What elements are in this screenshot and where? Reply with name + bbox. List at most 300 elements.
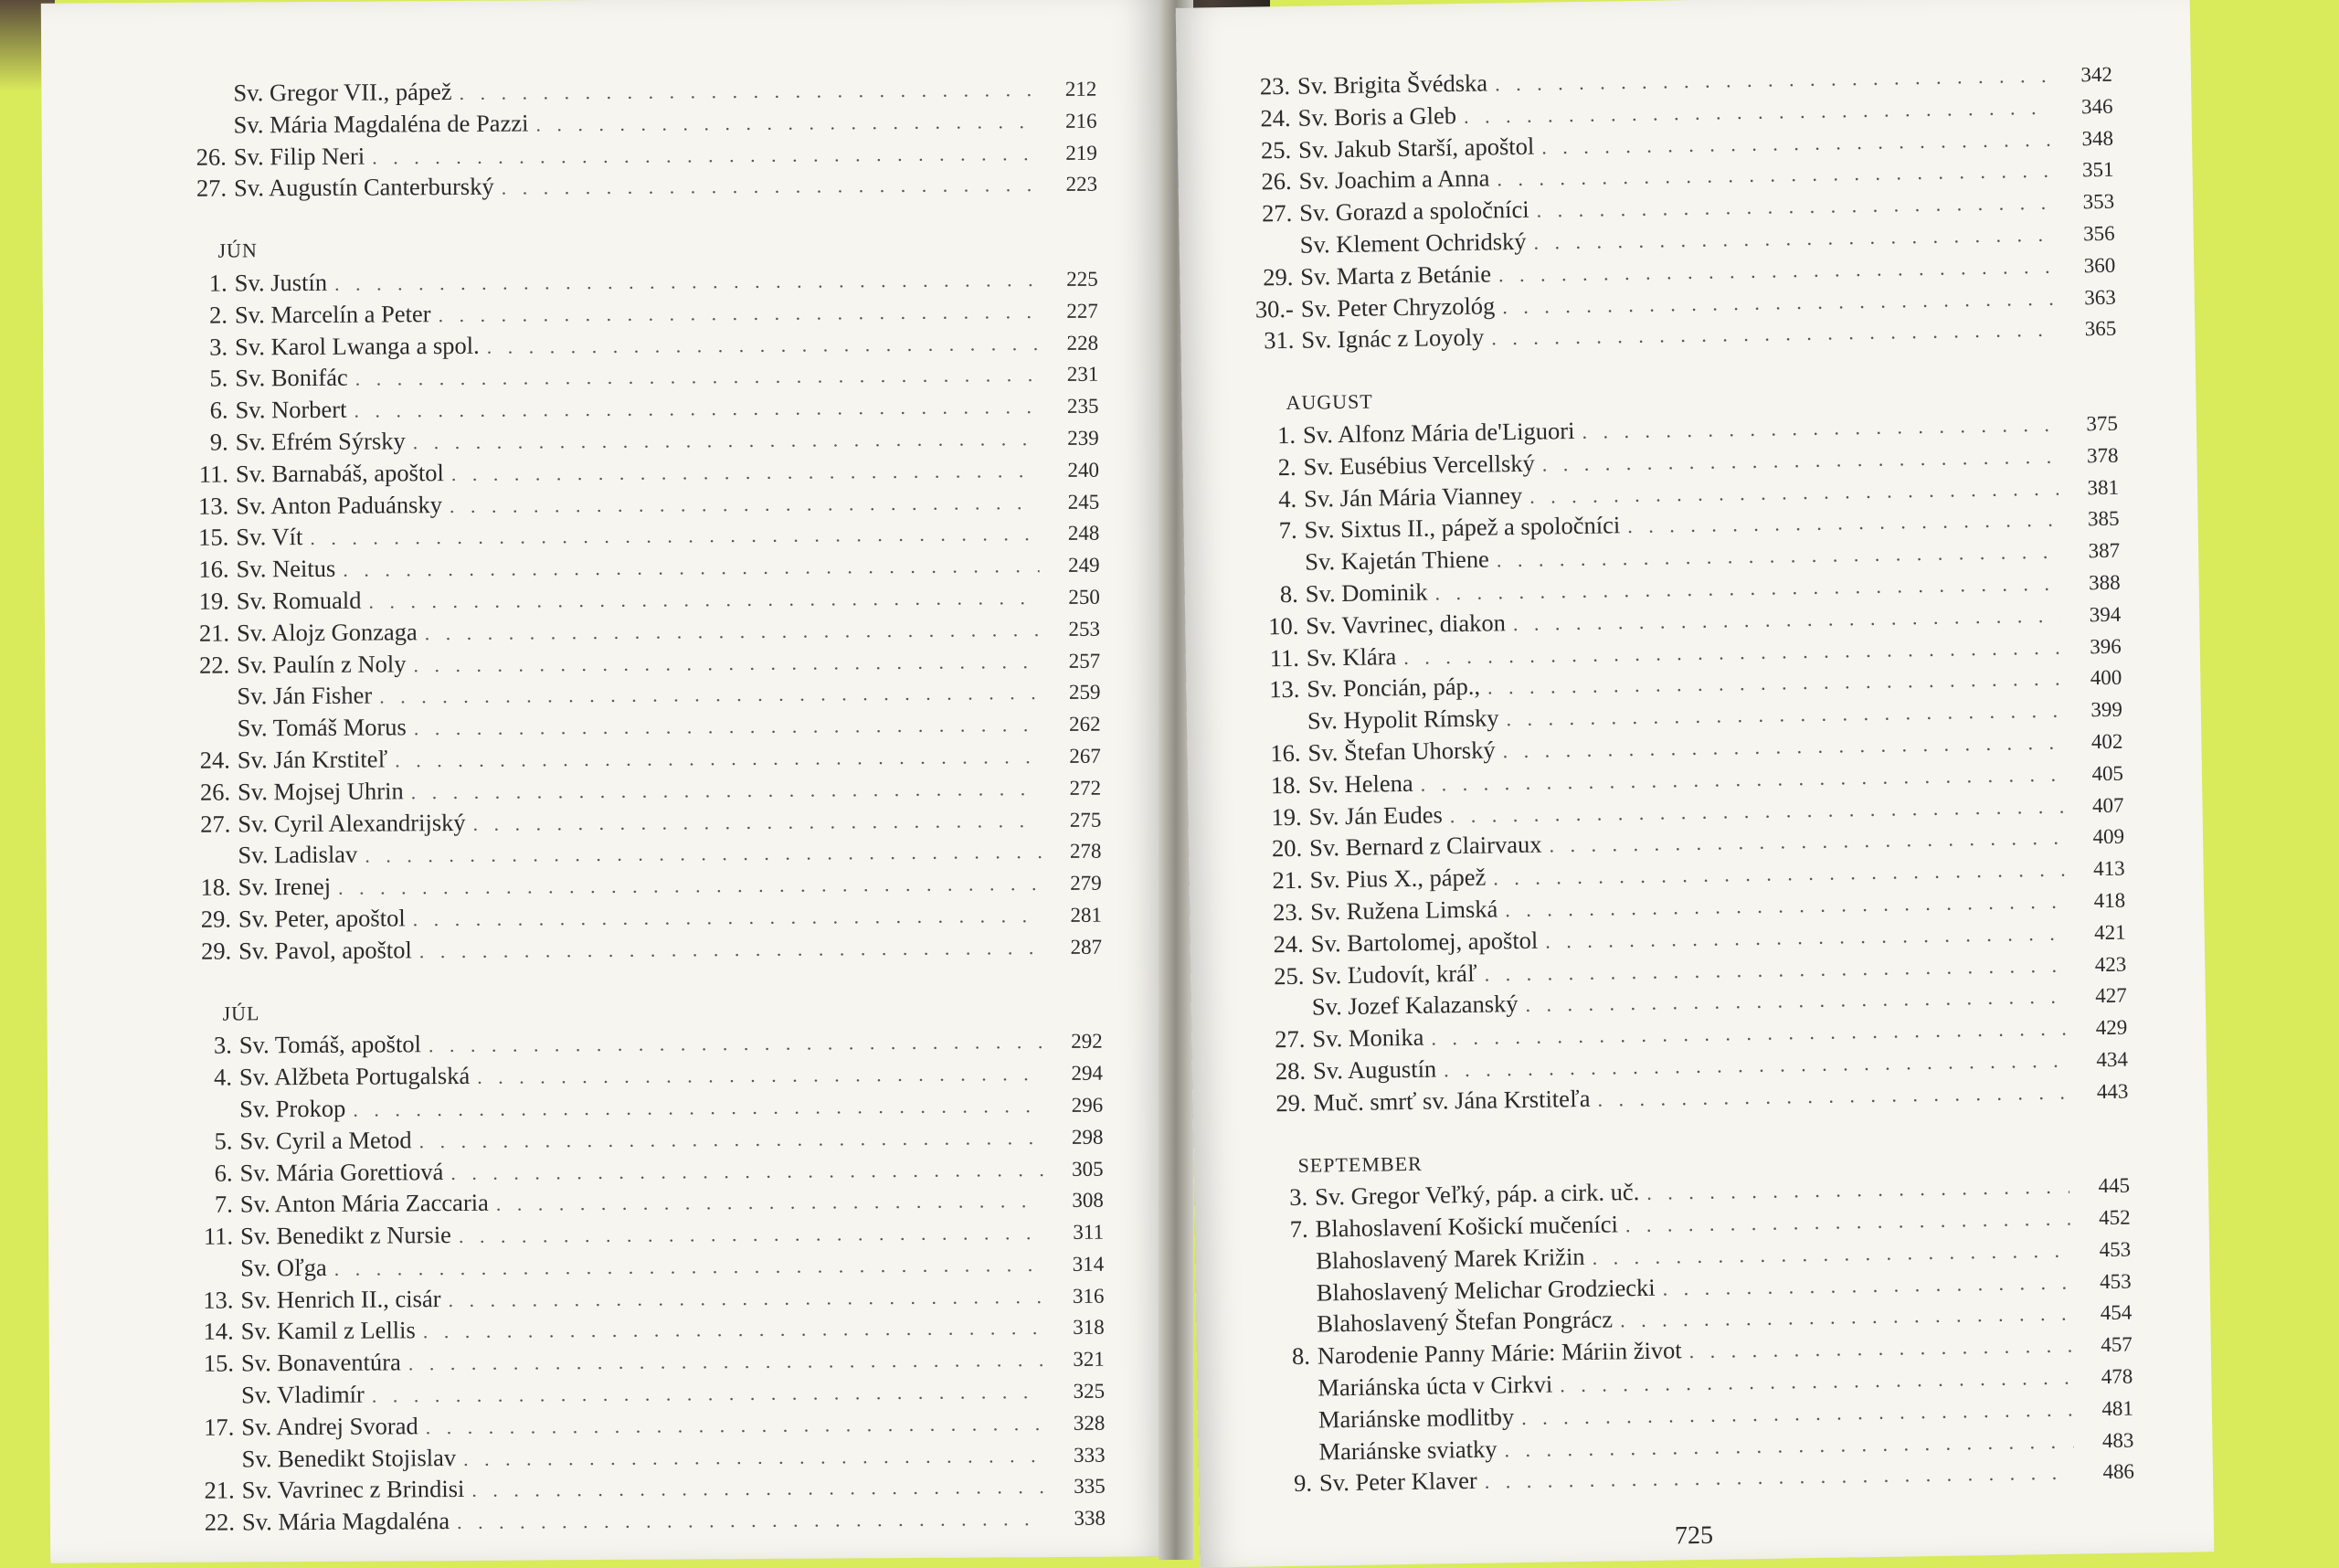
dot-leader bbox=[425, 614, 1040, 650]
page-ref: 231 bbox=[1045, 359, 1098, 391]
page-ref: 287 bbox=[1049, 931, 1102, 963]
feast-day-number: 23. bbox=[1246, 896, 1311, 929]
page-ref: 228 bbox=[1045, 327, 1098, 359]
page-ref: 353 bbox=[2061, 186, 2115, 219]
toc-entry bbox=[174, 802, 1101, 840]
feast-day-number: 5. bbox=[175, 1125, 239, 1157]
dot-leader bbox=[334, 1249, 1044, 1286]
page-ref: 259 bbox=[1047, 677, 1100, 709]
saint-name: Sv. Bonifác bbox=[235, 362, 348, 395]
saint-name: Sv. Marta z Betánie bbox=[1300, 258, 1491, 292]
page-ref: 388 bbox=[2067, 567, 2121, 600]
feast-day-number: 13. bbox=[172, 490, 236, 522]
feast-day-number: 26. bbox=[174, 776, 238, 808]
dot-leader bbox=[487, 328, 1039, 363]
page-ref: 240 bbox=[1046, 454, 1099, 486]
feast-day-number: 3. bbox=[171, 331, 235, 363]
page-ref: 318 bbox=[1052, 1312, 1105, 1344]
dot-leader bbox=[459, 1217, 1043, 1253]
saint-name: Narodenie Panny Márie: Máriin život bbox=[1318, 1335, 1682, 1372]
saint-name: Sv. Ján Fisher bbox=[237, 680, 372, 713]
dot-leader bbox=[472, 805, 1041, 841]
page-ref: 348 bbox=[2060, 122, 2114, 155]
dot-leader bbox=[419, 932, 1042, 968]
feast-day-number: 17. bbox=[177, 1411, 241, 1443]
dot-leader bbox=[395, 741, 1041, 777]
feast-day-number bbox=[1255, 1459, 1319, 1460]
feast-day-number: 11. bbox=[1243, 641, 1307, 674]
right-page bbox=[1176, 0, 2215, 1568]
toc-section bbox=[1233, 58, 2117, 357]
feast-day-number: 28. bbox=[1249, 1055, 1314, 1088]
page-ref: 481 bbox=[2080, 1393, 2134, 1425]
saint-name: Blahoslavený Štefan Pongrácz bbox=[1317, 1304, 1613, 1340]
dot-leader bbox=[379, 677, 1040, 713]
dot-leader bbox=[459, 74, 1036, 110]
toc-entry bbox=[170, 167, 1097, 205]
saint-name: Sv. Vavrinec z Brindisi bbox=[242, 1473, 465, 1506]
page-ref: 328 bbox=[1052, 1408, 1105, 1440]
feast-day-number bbox=[1236, 253, 1300, 254]
month-heading: JÚL bbox=[175, 992, 1102, 1030]
page-ref: 267 bbox=[1048, 741, 1101, 773]
page-ref: 385 bbox=[2066, 503, 2120, 536]
saint-name: Sv. Alžbeta Portugalská bbox=[239, 1060, 470, 1093]
page-ref: 483 bbox=[2080, 1425, 2134, 1457]
saint-name: Sv. Bernard z Clairvaux bbox=[1309, 829, 1542, 864]
page-ref: 452 bbox=[2077, 1202, 2131, 1235]
page-ref: 402 bbox=[2069, 726, 2123, 759]
toc-entry bbox=[175, 866, 1102, 904]
page-ref: 248 bbox=[1046, 518, 1099, 550]
toc-entry bbox=[177, 1310, 1105, 1348]
saint-name: Sv. Klára bbox=[1307, 641, 1397, 673]
page-ref: 338 bbox=[1053, 1503, 1106, 1535]
feast-day-number: 19. bbox=[1244, 800, 1309, 833]
feast-day-number: 27. bbox=[170, 173, 234, 205]
saint-name: Sv. Poncián, páp., bbox=[1307, 671, 1480, 705]
saint-name: Sv. Gregor Veľký, páp. a cirk. uč. bbox=[1315, 1176, 1640, 1213]
toc-entry bbox=[175, 1056, 1103, 1094]
saint-name: Sv. Barnabáš, apoštol bbox=[236, 457, 444, 490]
saint-name: Sv. Henrich II., cisár bbox=[240, 1283, 440, 1316]
toc-entry bbox=[171, 325, 1098, 363]
page-ref: 250 bbox=[1047, 582, 1100, 614]
saint-name: Mariánska úcta v Cirkvi bbox=[1318, 1369, 1552, 1404]
feast-day-number: 24. bbox=[174, 744, 238, 776]
saint-name: Sv. Cyril a Metod bbox=[239, 1124, 411, 1157]
dot-leader bbox=[429, 1026, 1042, 1062]
toc-section bbox=[1250, 1137, 2134, 1500]
saint-name: Sv. Kajetán Thiene bbox=[1305, 544, 1489, 578]
page-ref: 278 bbox=[1048, 836, 1101, 868]
dot-leader bbox=[411, 773, 1042, 809]
feast-day-number: 27. bbox=[174, 808, 238, 840]
page-ref: 308 bbox=[1051, 1185, 1104, 1217]
dot-leader bbox=[414, 709, 1041, 745]
feast-day-number: 26. bbox=[170, 141, 234, 173]
saint-name: Sv. Ján Mária Vianney bbox=[1304, 479, 1523, 514]
saint-name: Sv. Eusébius Vercellský bbox=[1303, 447, 1535, 482]
feast-day-number: 8. bbox=[1241, 578, 1306, 611]
page-ref: 365 bbox=[2063, 313, 2117, 346]
saint-name: Sv. Pavol, apoštol bbox=[238, 934, 412, 967]
saint-name: Mariánske sviatky bbox=[1318, 1433, 1498, 1467]
feast-day-number: 22. bbox=[178, 1507, 242, 1539]
toc-entry bbox=[178, 1469, 1106, 1507]
dot-leader bbox=[438, 296, 1038, 332]
feast-day-number: 23. bbox=[1233, 70, 1298, 103]
feast-day-number: 21. bbox=[173, 617, 237, 649]
saint-name: Sv. Augustín Canterburský bbox=[234, 171, 494, 205]
page-ref: 325 bbox=[1052, 1376, 1105, 1408]
saint-name: Sv. Vít bbox=[236, 521, 302, 553]
dot-leader bbox=[471, 1472, 1045, 1508]
feast-day-number bbox=[1254, 1396, 1318, 1397]
page-ref: 253 bbox=[1047, 613, 1100, 645]
saint-name: Sv. Irenej bbox=[238, 871, 332, 903]
saint-name: Sv. Ignác z Loyoly bbox=[1301, 322, 1484, 356]
page-ref: 281 bbox=[1049, 900, 1102, 932]
feast-day-number: 29. bbox=[1249, 1086, 1314, 1119]
feast-day-number: 9. bbox=[1255, 1467, 1320, 1500]
dot-leader bbox=[426, 1408, 1045, 1444]
page-ref: 429 bbox=[2074, 1012, 2128, 1045]
feast-day-number bbox=[1252, 1268, 1316, 1269]
dot-leader bbox=[535, 106, 1036, 141]
saint-name: Sv. Vladimír bbox=[241, 1379, 365, 1412]
saint-name: Sv. Neitus bbox=[236, 553, 335, 585]
feast-day-number: 18. bbox=[1244, 768, 1309, 801]
page-ref: 409 bbox=[2071, 821, 2125, 854]
saint-name: Sv. Anton Paduánsky bbox=[236, 489, 442, 522]
toc-section bbox=[1238, 375, 2128, 1119]
page-ref: 279 bbox=[1049, 868, 1102, 900]
page-ref: 486 bbox=[2081, 1457, 2135, 1489]
saint-name: Sv. Anton Mária Zaccaria bbox=[240, 1187, 489, 1220]
toc-entry bbox=[172, 484, 1099, 522]
saint-name: Sv. Benedikt Stojislav bbox=[241, 1442, 456, 1475]
page-ref: 396 bbox=[2068, 630, 2122, 663]
page-ref: 321 bbox=[1052, 1344, 1105, 1376]
page-ref: 216 bbox=[1044, 105, 1097, 137]
dot-leader bbox=[408, 1344, 1044, 1380]
saint-name: Sv. Vavrinec, diakon bbox=[1306, 607, 1506, 641]
page-ref: 363 bbox=[2063, 281, 2117, 314]
feast-day-number: 21. bbox=[178, 1475, 242, 1507]
page-ref: 360 bbox=[2062, 249, 2116, 282]
dot-leader bbox=[451, 455, 1039, 491]
saint-name: Sv. Štefan Uhorský bbox=[1307, 734, 1496, 768]
toc-entry bbox=[177, 1406, 1105, 1444]
page-ref: 478 bbox=[2080, 1361, 2133, 1394]
feast-day-number: 6. bbox=[171, 395, 235, 427]
dot-leader bbox=[353, 1090, 1042, 1126]
dot-leader bbox=[496, 1185, 1043, 1220]
dot-leader bbox=[413, 423, 1039, 459]
saint-name: Sv. Boris a Gleb bbox=[1297, 100, 1456, 134]
saint-name: Sv. Klement Ochridský bbox=[1299, 226, 1526, 261]
page-ref: 314 bbox=[1051, 1249, 1104, 1281]
saint-name: Sv. Hypolit Rímsky bbox=[1307, 703, 1499, 737]
saint-name: Sv. Gorazd a spoločníci bbox=[1299, 194, 1529, 229]
page-ref: 219 bbox=[1044, 137, 1097, 169]
page-ref: 275 bbox=[1048, 804, 1101, 836]
toc-entry bbox=[173, 611, 1100, 649]
page-ref: 346 bbox=[2059, 91, 2113, 124]
dot-leader bbox=[354, 391, 1038, 427]
feast-day-number: 2. bbox=[1239, 450, 1304, 483]
month-heading: AUGUST bbox=[1238, 375, 2117, 420]
page-ref: 212 bbox=[1043, 74, 1096, 106]
saint-name: Sv. Mojsej Uhrin bbox=[238, 775, 404, 808]
feast-day-number: 22. bbox=[173, 649, 237, 681]
saint-name: Sv. Norbert bbox=[235, 394, 346, 427]
feast-day-number bbox=[1253, 1300, 1317, 1301]
page-ref: 399 bbox=[2069, 694, 2123, 727]
dot-leader bbox=[502, 169, 1038, 204]
feast-day-number bbox=[1254, 1427, 1318, 1428]
feast-day-number: 25. bbox=[1234, 133, 1299, 166]
feast-day-number: 13. bbox=[1243, 673, 1307, 706]
dot-leader bbox=[413, 900, 1042, 936]
page-ref: 311 bbox=[1051, 1217, 1104, 1249]
dot-leader bbox=[1597, 1076, 2068, 1116]
dot-leader bbox=[477, 1058, 1042, 1094]
page-ref: 443 bbox=[2075, 1075, 2129, 1108]
feast-day-number: 16. bbox=[1244, 737, 1308, 770]
feast-day-number: 27. bbox=[1235, 197, 1300, 230]
feast-day-number: 7. bbox=[1240, 514, 1305, 547]
page-ref: 381 bbox=[2066, 471, 2120, 504]
page-ref: 434 bbox=[2075, 1044, 2129, 1077]
feast-day-number: 7. bbox=[1251, 1213, 1316, 1246]
page-ref: 294 bbox=[1050, 1058, 1103, 1090]
page-ref: 387 bbox=[2067, 535, 2121, 568]
toc-entry bbox=[172, 516, 1099, 554]
page-ref: 454 bbox=[2079, 1298, 2133, 1330]
page-ref: 292 bbox=[1050, 1026, 1103, 1058]
toc-entry bbox=[178, 1501, 1106, 1539]
saint-name: Sv. Ján Krstiteľ bbox=[238, 743, 388, 776]
toc-entry bbox=[171, 262, 1098, 300]
toc-entry bbox=[175, 929, 1102, 967]
feast-day-number: 18. bbox=[175, 872, 238, 904]
dot-leader bbox=[343, 550, 1039, 586]
toc-section bbox=[170, 230, 1102, 968]
toc-entry bbox=[169, 72, 1096, 110]
page-ref: 316 bbox=[1051, 1280, 1104, 1312]
feast-day-number bbox=[1241, 570, 1305, 571]
saint-name: Sv. Paulín z Noly bbox=[237, 648, 406, 681]
toc-entry bbox=[176, 1247, 1104, 1285]
toc-entry bbox=[173, 643, 1100, 681]
feast-day-number: 25. bbox=[1247, 959, 1312, 992]
dot-leader bbox=[423, 1313, 1044, 1349]
page-ref: 225 bbox=[1045, 264, 1098, 296]
dot-leader bbox=[338, 868, 1042, 904]
page-ref: 356 bbox=[2061, 218, 2115, 251]
saint-name: Sv. Mária Gorettiová bbox=[240, 1156, 444, 1189]
saint-name: Sv. Cyril Alexandrijský bbox=[238, 806, 466, 839]
saint-name: Sv. Mária Magdaléna bbox=[242, 1505, 450, 1538]
page-ref: 305 bbox=[1051, 1153, 1104, 1185]
feast-day-number: 11. bbox=[172, 458, 236, 490]
saint-name: Sv. Alfonz Mária de'Liguori bbox=[1303, 415, 1575, 450]
toc-entry bbox=[177, 1437, 1105, 1475]
left-toc-column bbox=[169, 72, 1106, 1539]
saint-name: Sv. Peter, apoštol bbox=[238, 902, 406, 935]
page-ref: 413 bbox=[2071, 853, 2125, 886]
feast-day-number: 6. bbox=[176, 1157, 240, 1189]
feast-day-number: 14. bbox=[177, 1316, 241, 1348]
page-ref: 418 bbox=[2072, 885, 2126, 918]
page-ref: 453 bbox=[2078, 1234, 2132, 1266]
feast-day-number: 30.- bbox=[1237, 292, 1302, 325]
toc-entry bbox=[175, 1088, 1103, 1126]
feast-day-number: 5. bbox=[171, 363, 235, 395]
saint-name: Sv. Ľudovít, kráľ bbox=[1311, 957, 1477, 991]
page-ref: 272 bbox=[1048, 772, 1101, 804]
dot-leader bbox=[355, 359, 1039, 395]
feast-day-number: 15. bbox=[177, 1348, 241, 1380]
feast-day-number: 4. bbox=[1240, 482, 1305, 515]
saint-name: Sv. Andrej Svorad bbox=[241, 1410, 418, 1443]
feast-day-number: 29. bbox=[175, 935, 238, 967]
toc-entry bbox=[172, 452, 1099, 490]
saint-name: Sv. Efrém Sýrsky bbox=[236, 425, 406, 458]
page-ref: 335 bbox=[1053, 1471, 1106, 1503]
feast-day-number: 1. bbox=[1239, 419, 1304, 452]
saint-name: Sv. Kamil z Lellis bbox=[241, 1315, 416, 1348]
page-ref: 378 bbox=[2065, 440, 2119, 472]
feast-day-number: 8. bbox=[1254, 1340, 1318, 1373]
toc-section bbox=[175, 992, 1106, 1539]
feast-day-number bbox=[1253, 1332, 1317, 1333]
saint-name: Sv. Tomáš Morus bbox=[238, 711, 407, 744]
toc-section bbox=[169, 72, 1097, 205]
dot-leader bbox=[372, 138, 1037, 174]
page-ref: 427 bbox=[2074, 980, 2128, 1013]
feast-day-number bbox=[1244, 729, 1307, 730]
toc-entry bbox=[173, 675, 1100, 713]
page-ref: 257 bbox=[1047, 645, 1100, 677]
saint-name: Sv. Karol Lwanga a spol. bbox=[235, 329, 480, 362]
saint-name: Sv. Mária Magdaléna de Pazzi bbox=[234, 107, 529, 141]
dot-leader bbox=[419, 1122, 1043, 1158]
saint-name: Blahoslavený Melichar Grodziecki bbox=[1316, 1271, 1655, 1308]
saint-name: Sv. Romuald bbox=[237, 585, 362, 618]
toc-entry bbox=[176, 1278, 1104, 1316]
dot-leader bbox=[365, 836, 1041, 872]
feast-day-number: 16. bbox=[172, 554, 236, 586]
toc-entry bbox=[170, 135, 1097, 173]
toc-entry bbox=[171, 293, 1098, 331]
feast-day-number: 10. bbox=[1242, 609, 1307, 642]
page-ref: 227 bbox=[1045, 295, 1098, 327]
saint-name: Sv. Joachim a Anna bbox=[1298, 163, 1489, 197]
toc-entry bbox=[175, 1024, 1103, 1062]
page-ref: 407 bbox=[2070, 789, 2124, 822]
dot-leader bbox=[368, 582, 1040, 618]
right-toc-column bbox=[1233, 58, 2134, 1500]
feast-day-number: 29. bbox=[1236, 260, 1301, 293]
saint-name: Sv. Benedikt z Nursie bbox=[240, 1219, 451, 1252]
feast-day-number: 15. bbox=[172, 522, 236, 554]
feast-day-number: 24. bbox=[1233, 102, 1298, 135]
page-ref: 445 bbox=[2077, 1171, 2131, 1203]
toc-entry bbox=[171, 357, 1098, 395]
saint-name: Sv. Tomáš, apoštol bbox=[239, 1029, 421, 1062]
saint-name: Sv. Marcelín a Peter bbox=[235, 298, 431, 331]
saint-name: Sv. Oľga bbox=[240, 1252, 327, 1284]
toc-entry bbox=[174, 739, 1101, 777]
page-ref: 405 bbox=[2070, 758, 2124, 790]
feast-day-number: 1. bbox=[171, 267, 235, 299]
feast-day-number: 21. bbox=[1245, 864, 1310, 897]
toc-entry bbox=[170, 103, 1097, 141]
toc-entry bbox=[175, 1119, 1103, 1157]
page-ref: 262 bbox=[1048, 709, 1101, 741]
saint-name: Sv. Bonaventúra bbox=[241, 1347, 401, 1380]
saint-name: Sv. Justín bbox=[235, 267, 328, 299]
saint-name: Sv. Brigita Švédska bbox=[1297, 67, 1488, 101]
dot-leader bbox=[413, 646, 1040, 682]
toc-entry bbox=[177, 1342, 1105, 1380]
saint-name: Sv. Jozef Kalazanský bbox=[1312, 988, 1519, 1022]
page-ref: 239 bbox=[1046, 423, 1099, 455]
feast-day-number: 2. bbox=[171, 299, 235, 331]
saint-name: Sv. Peter Chryzológ bbox=[1301, 290, 1496, 324]
dot-leader bbox=[457, 1503, 1045, 1539]
feast-day-number bbox=[1248, 1015, 1312, 1016]
toc-entry bbox=[172, 421, 1099, 459]
page-number: 725 bbox=[1675, 1521, 1713, 1552]
page-ref: 342 bbox=[2059, 59, 2113, 92]
saint-name: Blahoslavení Košickí mučeníci bbox=[1315, 1208, 1618, 1245]
feast-day-number: 19. bbox=[173, 585, 237, 617]
toc-entry bbox=[176, 1215, 1104, 1253]
page-ref: 351 bbox=[2060, 154, 2114, 187]
feast-day-number: 3. bbox=[175, 1030, 239, 1062]
toc-entry bbox=[172, 548, 1099, 586]
saint-name: Sv. Dominik bbox=[1305, 577, 1427, 610]
saint-name: Sv. Sixtus II., pápež a spoločníci bbox=[1304, 510, 1620, 546]
toc-entry bbox=[174, 707, 1101, 745]
dot-leader bbox=[334, 264, 1038, 300]
page-ref: 298 bbox=[1050, 1121, 1103, 1153]
dot-leader bbox=[463, 1440, 1045, 1476]
page-ref: 235 bbox=[1045, 391, 1098, 423]
dot-leader bbox=[310, 518, 1039, 555]
saint-name: Sv. Jakub Starší, apoštol bbox=[1298, 130, 1535, 165]
dot-leader bbox=[448, 1281, 1043, 1317]
saint-name: Sv. Monika bbox=[1312, 1022, 1424, 1055]
page-ref: 333 bbox=[1052, 1439, 1105, 1471]
saint-name: Sv. Peter Klaver bbox=[1319, 1465, 1477, 1499]
saint-name: Sv. Filip Neri bbox=[234, 140, 365, 173]
saint-name: Muč. smrť sv. Jána Krstiteľa bbox=[1313, 1083, 1590, 1119]
saint-name: Sv. Helena bbox=[1308, 768, 1413, 801]
saint-name: Sv. Gregor VII., pápež bbox=[233, 76, 451, 109]
page-ref: 400 bbox=[2069, 662, 2122, 695]
saint-name: Sv. Prokop bbox=[239, 1093, 345, 1126]
month-heading: JÚN bbox=[170, 230, 1097, 268]
saint-name: Sv. Ružena Limská bbox=[1310, 893, 1498, 927]
page-ref: 223 bbox=[1044, 169, 1097, 201]
dot-leader bbox=[450, 1154, 1042, 1190]
feast-day-number: 29. bbox=[175, 903, 238, 935]
